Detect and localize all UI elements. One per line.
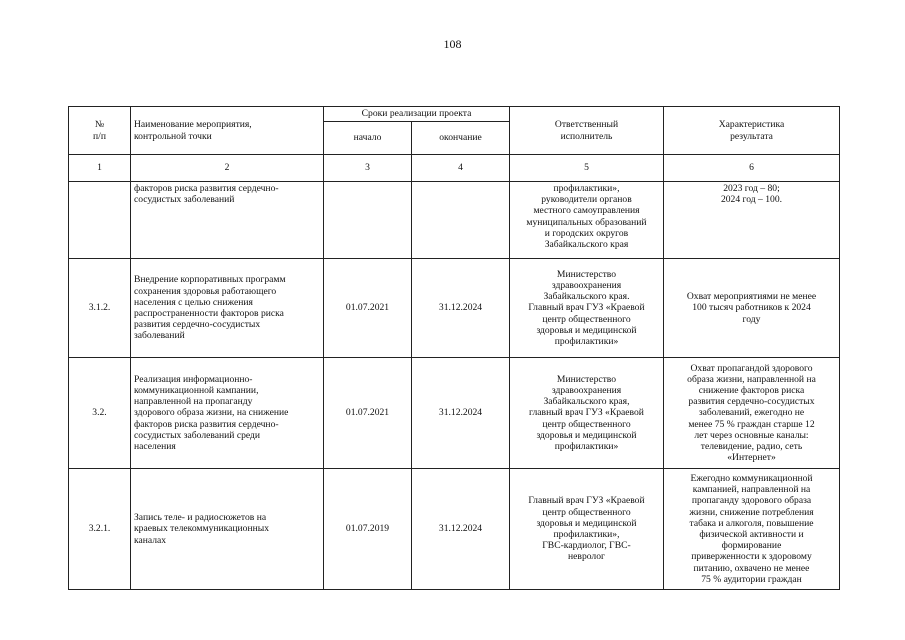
row-start: 01.07.2021 [324,358,412,469]
row-end: 31.12.2024 [412,259,510,358]
row-end [412,182,510,259]
row-num [69,182,131,259]
row-start [324,182,412,259]
table-row [69,469,840,590]
column-number: 1 [69,155,131,182]
row-num: 3.2. [69,358,131,469]
row-end: 31.12.2024 [412,358,510,469]
table-row [69,182,840,259]
row-name: Внедрение корпоративных программ сохранения здоровья работающего населения с целью снижения распространенности факторов риска развития сердечно-сосудистых заболеваний [131,259,324,358]
column-number: 4 [412,155,510,182]
header-responsible: Ответственный исполнитель [510,107,664,155]
project-schedule-table [68,106,840,590]
row-num: 3.2.1. [69,469,131,590]
row-name: факторов риска развития сердечно- сосудистых заболеваний [131,182,324,259]
table-row [69,358,840,469]
row-responsible: Главный врач ГУЗ «Краевой центр общественного здоровья и медицинской профилактики», ГВС-кардиолог, ГВС- невролог [510,469,664,590]
header-name: Наименование мероприятия, контрольной точки [131,107,324,155]
column-number-row [69,155,840,182]
row-end: 31.12.2024 [412,469,510,590]
row-result: Ежегодно коммуникационной кампанией, направленной на пропаганду здорового образа жизни, снижение потребления табака и алкоголя, повышение физической активности и формирование приверженности к здоровому питанию, охвачено не менее 75 % аудитории граждан [664,469,840,590]
row-start: 01.07.2021 [324,259,412,358]
row-result: Охват пропагандой здорового образа жизни, направленной на снижение факторов риска развития сердечно-сосудистых заболеваний, ежегодно не менее 75 % граждан старше 12 лет через основные каналы: телевидение, радио, сеть «Интернет» [664,358,840,469]
row-responsible: профилактики», руководители органов местного самоуправления муниципальных образований и городских округов Забайкальского края [510,182,664,259]
header-terms: Сроки реализации проекта [324,107,510,122]
header-result: Характеристика результата [664,107,840,155]
row-num: 3.1.2. [69,259,131,358]
row-result: 2023 год – 80; 2024 год – 100. [664,182,840,259]
column-number: 5 [510,155,664,182]
row-result: Охват мероприятиями не менее 100 тысяч работников к 2024 году [664,259,840,358]
row-start: 01.07.2019 [324,469,412,590]
page-number: 108 [443,37,462,51]
row-responsible: Министерство здравоохранения Забайкальского края. Главный врач ГУЗ «Краевой центр общественного здоровья и медицинской профилактики» [510,259,664,358]
row-responsible: Министерство здравоохранения Забайкальского края, главный врач ГУЗ «Краевой центр общественного здоровья и медицинской профилактики» [510,358,664,469]
column-number: 3 [324,155,412,182]
header-end: окончание [412,122,510,155]
row-name: Запись теле- и радиосюжетов на краевых телекоммуникационных каналах [131,469,324,590]
row-name: Реализация информационно- коммуникационной кампании, направленной на пропаганду здорового образа жизни, на снижение факторов риска развития сердечно- сосудистых заболеваний среди населения [131,358,324,469]
table-row [69,259,840,358]
header-row [69,107,840,122]
column-number: 6 [664,155,840,182]
header-num: № п/п [69,107,131,155]
column-number: 2 [131,155,324,182]
header-start: начало [324,122,412,155]
